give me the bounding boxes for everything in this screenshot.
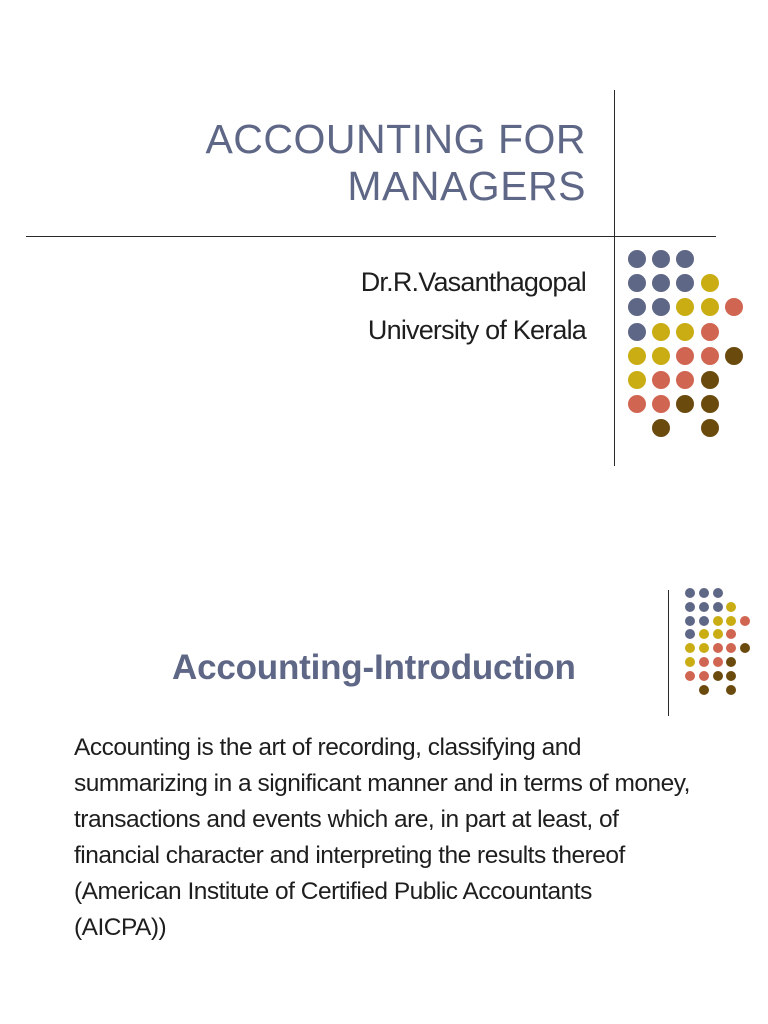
decorative-dot bbox=[685, 643, 695, 653]
slide-2-title: Accounting-Introduction bbox=[172, 648, 576, 687]
decorative-dot bbox=[685, 588, 695, 598]
decorative-dot bbox=[713, 616, 723, 626]
author-affiliation: University of Kerala bbox=[367, 315, 586, 345]
decorative-dot bbox=[713, 602, 723, 612]
decorative-dot bbox=[713, 588, 723, 598]
slide-1-title-line-2: MANAGERS bbox=[347, 163, 586, 209]
decorative-dot bbox=[713, 629, 723, 639]
body-line: transactions and events which are, in part at least, of bbox=[74, 806, 619, 833]
decorative-dot bbox=[699, 616, 709, 626]
decorative-dot bbox=[685, 629, 695, 639]
decorative-dot bbox=[652, 323, 670, 341]
decorative-dot bbox=[685, 671, 695, 681]
decorative-dot bbox=[685, 616, 695, 626]
decorative-dot bbox=[701, 323, 719, 341]
decorative-dot bbox=[699, 629, 709, 639]
decorative-dot bbox=[699, 671, 709, 681]
decorative-dot bbox=[699, 588, 709, 598]
decorative-dot bbox=[713, 671, 723, 681]
decorative-dot bbox=[701, 347, 719, 365]
decorative-dot bbox=[652, 347, 670, 365]
decorative-dot bbox=[699, 602, 709, 612]
decorative-dot bbox=[628, 371, 646, 389]
decorative-dot bbox=[699, 685, 709, 695]
slide-1-title bbox=[205, 116, 586, 210]
body-line: Accounting is the art of recording, classifying and bbox=[74, 734, 581, 761]
decorative-dot bbox=[726, 657, 736, 667]
decorative-dot bbox=[726, 643, 736, 653]
decorative-dot bbox=[701, 419, 719, 437]
decorative-dot bbox=[699, 657, 709, 667]
decorative-dot bbox=[726, 685, 736, 695]
decorative-dot bbox=[713, 657, 723, 667]
decorative-dot bbox=[701, 371, 719, 389]
vertical-divider bbox=[614, 90, 615, 466]
body-line: summarizing in a significant manner and in terms of money, bbox=[74, 770, 690, 797]
decorative-dot bbox=[628, 347, 646, 365]
horizontal-divider bbox=[26, 236, 716, 237]
decorative-dot bbox=[628, 250, 646, 268]
slide-1-subtitle bbox=[361, 258, 586, 354]
decorative-dot bbox=[726, 602, 736, 612]
body-line: financial character and interpreting the results thereof bbox=[74, 842, 625, 869]
decorative-dot bbox=[726, 671, 736, 681]
decorative-dot bbox=[726, 629, 736, 639]
body-line: (AICPA)) bbox=[74, 914, 167, 941]
slide-1-title-line-1: ACCOUNTING FOR bbox=[205, 116, 586, 162]
decorative-dot bbox=[628, 323, 646, 341]
slide-2-body bbox=[74, 730, 734, 946]
decorative-dot bbox=[685, 657, 695, 667]
decorative-dot bbox=[740, 643, 750, 653]
body-line: (American Institute of Certified Public Accountants bbox=[74, 878, 592, 905]
decorative-dot bbox=[701, 274, 719, 292]
decorative-dot bbox=[699, 643, 709, 653]
decorative-dot bbox=[740, 616, 750, 626]
decorative-dot bbox=[701, 298, 719, 316]
decorative-dot bbox=[701, 395, 719, 413]
decorative-dot bbox=[713, 643, 723, 653]
decorative-dot bbox=[685, 602, 695, 612]
decorative-dot bbox=[726, 616, 736, 626]
vertical-divider-small bbox=[668, 590, 669, 716]
decorative-dot bbox=[676, 323, 694, 341]
author-name: Dr.R.Vasanthagopal bbox=[360, 267, 586, 297]
decorative-dot bbox=[725, 347, 743, 365]
